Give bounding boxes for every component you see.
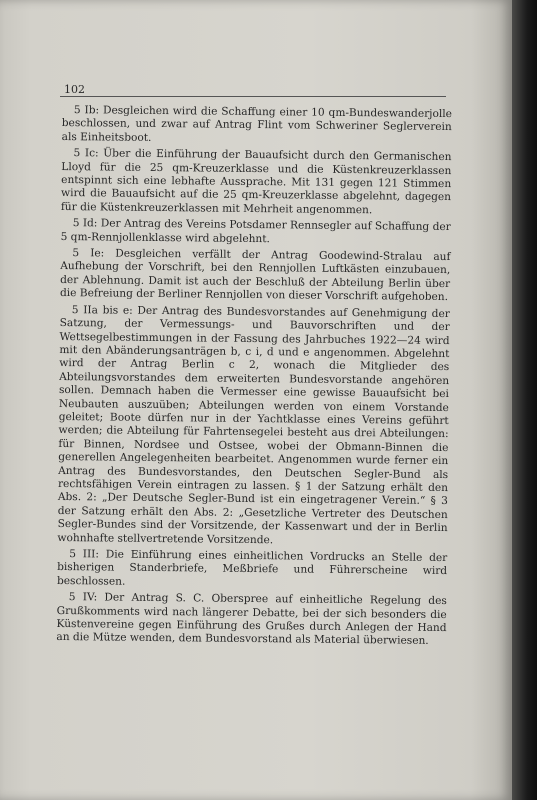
paragraph-5-iii: 5 III: Die Einführung eines einheitlichen Vordrucks an Stelle der bisherigen Standerbriefe, Meßbriefe und Führerscheine wird beschlossen. xyxy=(56,548,448,588)
paragraph-5-ie: 5 Ie: Desgleichen verfällt der Antrag Goodewind-Stralau auf Aufhebung der Vorschrift, bei den Rennjollen Luftkästen einzubauen, der Ablehnung. Damit ist auch der Beschluß der Abteilung Berlin über die Befreiung der Berliner Rennjollen von dieser Vorschrift aufgehoben. xyxy=(59,247,451,304)
paragraph-5-ic: 5 Ic: Über die Einführung der Bauaufsicht durch den Germanischen Lloyd für die 25 qm-Kreuzerklasse und die Küstenkreuzerklassen entspinnt sich eine lebhafte Aussprache. Mit 131 gegen 121 Stimmen wird die Bauaufsicht auf die 25 qm-Kreuzerklasse abgelehnt, dagegen für die Küstenkreuzerklassen mit Mehrheit angenommen. xyxy=(60,147,452,217)
paragraph-5-ib: 5 Ib: Desgleichen wird die Schaffung einer 10 qm-Bundeswanderjolle beschlossen, und zwar auf Antrag Flint vom Schweriner Seglerverein als Einheitsboot. xyxy=(61,104,452,144)
paragraph-5-iv: 5 IV: Der Antrag S. C. Oberspree auf einheitliche Regelung des Grußkomments wird nach längerer Debatte, bei der sich besonders die Küstenvereine gegen Einführung des Grußes durch Anlegen der Hand an die Mütze wenden, dem Bundesvorstand als Material überwiesen. xyxy=(56,591,447,648)
page-body xyxy=(56,104,452,652)
header-rule xyxy=(60,96,446,97)
paragraph-5-iia-e: 5 IIa bis e: Der Antrag des Bundesvorstandes auf Genehmigung der Satzung, der Vermessungs- und Bauvorschriften und der Wettsegelbestimmungen in der Fassung des Jahrbuches 1922—24 wird mit den Abänderungsanträgen b, c i, d und e angenommen. Abgelehnt wird der Antrag Berlin c 2, wonach die Mitglieder des Abteilungsvorstandes dem erweiterten Bundesvorstande angehören sollen. Demnach haben die Vermesser eine gewisse Bauaufsicht bei Neubauten auszuüben; Abteilungen werden von einem Vorstande geleitet; Boote dürfen nur in der Yachtklasse eines Vereins geführt werden; die Abteilung für Fahrtensegelei besteht aus drei Abteilungen: für Binnen, Nordsee und Ostsee, wobei der Obmann-Binnen die generellen Angelegenheiten bearbeitet. Angenommen wurde ferner ein Antrag des Bundesvorstandes, den Deutschen Segler-Bund als rechtsfähigen Verein eintragen zu lassen. § 1 der Satzung erhält den Abs. 2: „Der Deutsche Segler-Bund ist ein eingetragener Verein.“ § 3 der Satzung erhält den Abs. 2: „Gesetzliche Vertreter des Deutschen Segler-Bundes sind der Vorsitzende, der Kassenwart und der in Berlin wohnhafte stellvertretende Vorsitzende. xyxy=(57,303,450,546)
page-number: 102 xyxy=(64,83,85,96)
paragraph-5-id: 5 Id: Der Antrag des Vereins Potsdamer Rennsegler auf Schaffung der 5 qm-Rennjollenklasse wird abgelehnt. xyxy=(60,217,451,245)
book-edge-shadow xyxy=(512,0,537,800)
